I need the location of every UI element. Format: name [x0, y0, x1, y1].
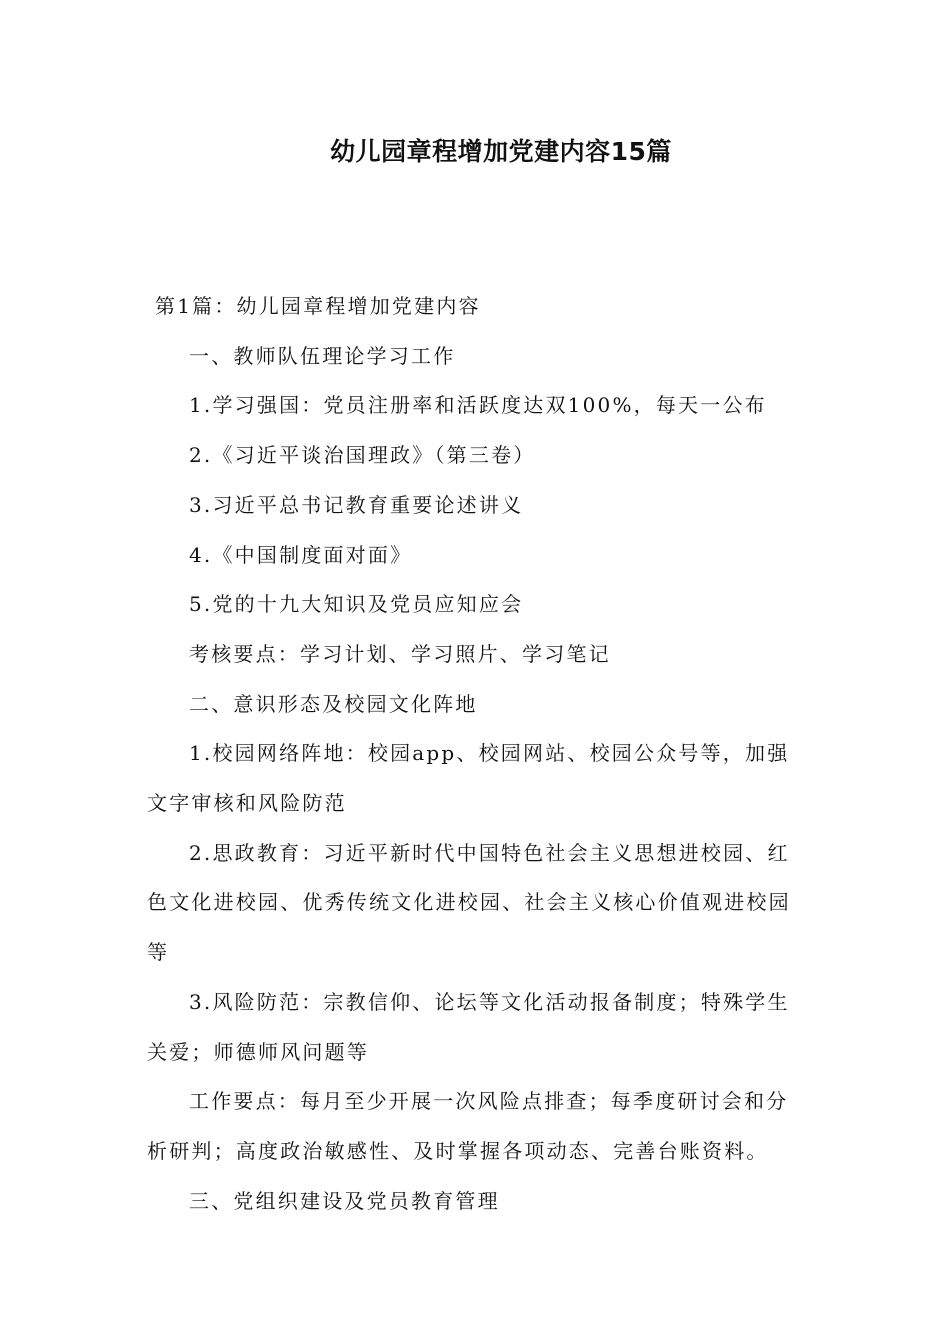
list-item: 4.《中国制度面对面》: [189, 542, 413, 567]
document-body: [147, 282, 807, 1226]
chapter-heading: 第1篇：幼儿园章程增加党建内容: [155, 294, 481, 318]
list-item: 1.校园网络阵地：校园app、校园网站、校园公众号等，加强文字审核和风险防范: [147, 741, 790, 816]
list-item: 2.《习近平谈治国理政》（第三卷）: [189, 443, 536, 468]
list-item: 3.风险防范：宗教信仰、论坛等文化活动报备制度；特殊学生关爱；师德师风问题等: [147, 989, 790, 1064]
section-heading: 一、教师队伍理论学习工作: [189, 343, 456, 368]
document-title: 幼儿园章程增加党建内容15篇: [330, 137, 672, 166]
list-item: 1.学习强国：党员注册率和活跃度达双100%，每天一公布: [189, 393, 767, 418]
work-points: 工作要点：每月至少开展一次风险点排查；每季度研讨会和分析研判；高度政治敏感性、及时掌握各项动态、完善台账资料。: [147, 1089, 789, 1163]
assessment-points: 考核要点：学习计划、学习照片、学习笔记: [189, 641, 611, 666]
section-heading: 二、意识形态及校园文化阵地: [189, 691, 478, 716]
section-heading: 三、党组织建设及党员教育管理: [189, 1188, 500, 1213]
list-item: 5.党的十九大知识及党员应知应会: [189, 592, 524, 617]
list-item: 2.思政教育：习近平新时代中国特色社会主义思想进校园、红色文化进校园、优秀传统文化进校园、社会主义核心价值观进校园等: [147, 840, 791, 965]
list-item: 3.习近平总书记教育重要论述讲义: [189, 492, 524, 517]
